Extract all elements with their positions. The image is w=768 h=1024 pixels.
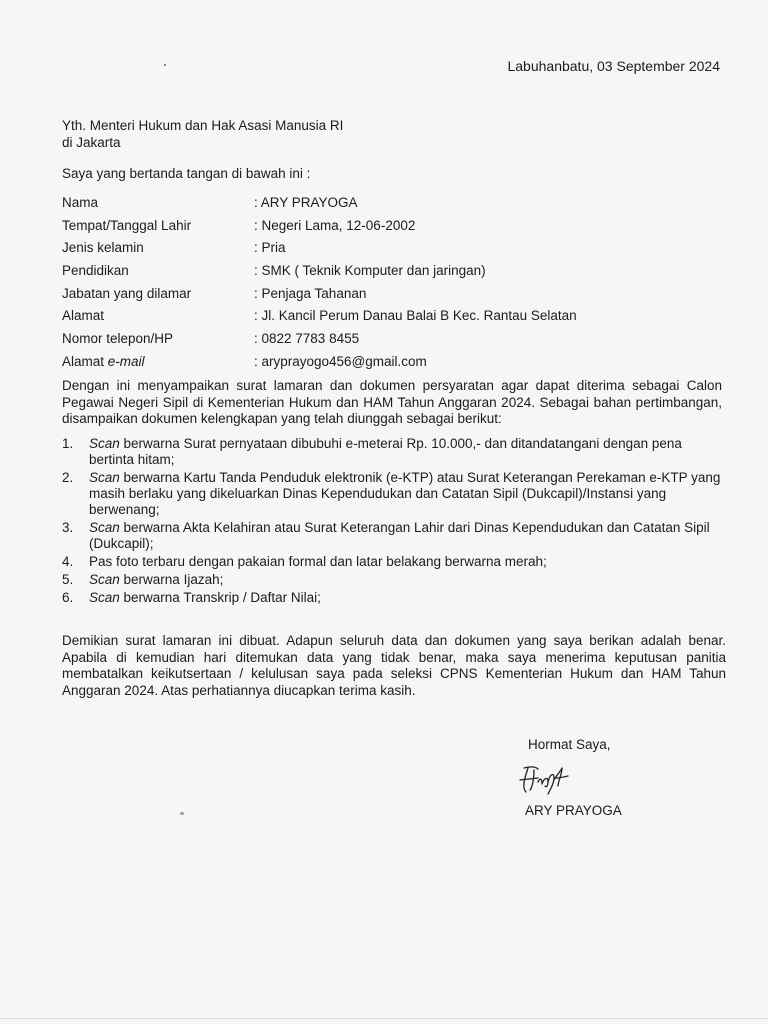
- field-row-gender: [62, 236, 577, 259]
- field-value: : Jl. Kancil Perum Danau Balai B Kec. Rantau Selatan: [254, 308, 577, 324]
- applicant-fields: [62, 191, 577, 373]
- list-text: [89, 520, 726, 552]
- list-italic: Scan: [89, 572, 120, 587]
- document-list: [62, 436, 726, 608]
- handwritten-signature: [518, 760, 578, 798]
- intro-text: Saya yang bertanda tangan di bawah ini :: [62, 166, 311, 181]
- field-value: : SMK ( Teknik Komputer dan jaringan): [254, 262, 486, 278]
- field-label: Jabatan yang dilamar: [62, 285, 192, 301]
- list-body: berwarna Ijazah;: [119, 572, 224, 587]
- list-body: berwarna Kartu Tanda Penduduk elektronik (e-KTP) atau Surat Keterangan Perekaman e-KTP yang masih berlaku yang dikeluarkan Dinas Kependudukan dan Catatan Sipil (Dukcapil)/Instansi yang berwenang;: [89, 470, 721, 517]
- field-value: : ARY PRAYOGA: [254, 194, 358, 210]
- list-item: [62, 572, 726, 588]
- signer-name: ARY PRAYOGA: [525, 803, 622, 818]
- list-body: Pas foto terbaru dengan pakaian formal dan latar belakang berwarna merah;: [89, 554, 547, 569]
- field-label: Tempat/Tanggal Lahir: [62, 217, 192, 233]
- list-number: 3.: [62, 520, 74, 535]
- field-row-education: [62, 259, 577, 282]
- list-body: berwarna Akta Kelahiran atau Surat Keterangan Lahir dari Dinas Kependudukan dan Catatan Sipil (Dukcapil);: [89, 520, 710, 551]
- field-row-position: [62, 282, 577, 305]
- field-value: : aryprayogo456@gmail.com: [254, 353, 427, 369]
- letter-date: Labuhanbatu, 03 September 2024: [507, 58, 720, 74]
- recipient-block: [62, 117, 343, 151]
- list-text: [89, 436, 726, 468]
- page-edge: [0, 1018, 768, 1019]
- field-value: : 0822 7783 8455: [254, 330, 360, 346]
- list-text: [89, 572, 223, 588]
- field-row-phone: [62, 327, 577, 350]
- list-number: 6.: [62, 590, 74, 605]
- list-number: 2.: [62, 470, 74, 485]
- recipient-line-1: Yth. Menteri Hukum dan Hak Asasi Manusia RI: [62, 118, 344, 133]
- field-label: Nomor telepon/HP: [62, 330, 174, 346]
- list-italic: Scan: [89, 436, 120, 451]
- field-label: Pendidikan: [62, 262, 129, 278]
- list-text: [89, 554, 547, 570]
- scan-speck: [180, 812, 184, 815]
- list-text: [89, 590, 321, 606]
- field-row-email: [62, 350, 577, 373]
- field-label-prefix: Alamat: [62, 353, 108, 369]
- list-item: [62, 520, 726, 552]
- field-value: : Negeri Lama, 12-06-2002: [254, 217, 416, 233]
- recipient-line-2: di Jakarta: [62, 135, 121, 150]
- field-row-birth: [62, 214, 577, 237]
- field-row-address: [62, 304, 577, 327]
- scan-speck: [164, 64, 166, 66]
- list-item: [62, 554, 726, 570]
- body-paragraph-1: Dengan ini menyampaikan surat lamaran dan dokumen persyaratan agar dapat diterima sebagai Calon Pegawai Negeri Sipil di Kementerian Hukum dan HAM Tahun Anggaran 2024. Sebagai bahan pertimbangan, disampaikan dokumen kelengkapan yang telah diunggah sebagai berikut:: [62, 378, 722, 426]
- closing-salutation: Hormat Saya,: [528, 737, 611, 752]
- list-italic: Scan: [89, 470, 120, 485]
- list-number: 5.: [62, 572, 74, 587]
- list-number: 1.: [62, 436, 74, 451]
- list-italic: Scan: [89, 590, 120, 605]
- list-body: berwarna Surat pernyataan dibubuhi e-meterai Rp. 10.000,- dan ditandatangani dengan pena bertinta hitam;: [89, 436, 682, 467]
- list-item: [62, 436, 726, 468]
- field-label: Jenis kelamin: [62, 240, 144, 256]
- list-number: 4.: [62, 554, 74, 569]
- field-label: Alamat: [62, 308, 105, 324]
- list-item: [62, 590, 726, 606]
- field-row-nama: [62, 191, 577, 214]
- list-italic: Scan: [89, 520, 120, 535]
- field-label-italic: e-mail: [107, 353, 145, 369]
- field-label: [62, 354, 254, 369]
- list-body: berwarna Transkrip / Daftar Nilai;: [119, 590, 321, 605]
- field-value: : Penjaga Tahanan: [254, 285, 367, 301]
- list-item: [62, 470, 726, 518]
- field-label: Nama: [62, 194, 99, 210]
- list-text: [89, 470, 726, 518]
- body-paragraph-2: Demikian surat lamaran ini dibuat. Adapun seluruh data dan dokumen yang saya berikan adalah benar. Apabila di kemudian hari ditemukan data yang tidak benar, maka saya menerima keputusan panitia membatalkan keikutsertaan / kelulusan saya pada seleksi CPNS Kementerian Hukum dan HAM Tahun Anggaran 2024. Atas perhatiannya diucapkan terima kasih.: [62, 633, 726, 698]
- field-value: : Pria: [254, 240, 286, 256]
